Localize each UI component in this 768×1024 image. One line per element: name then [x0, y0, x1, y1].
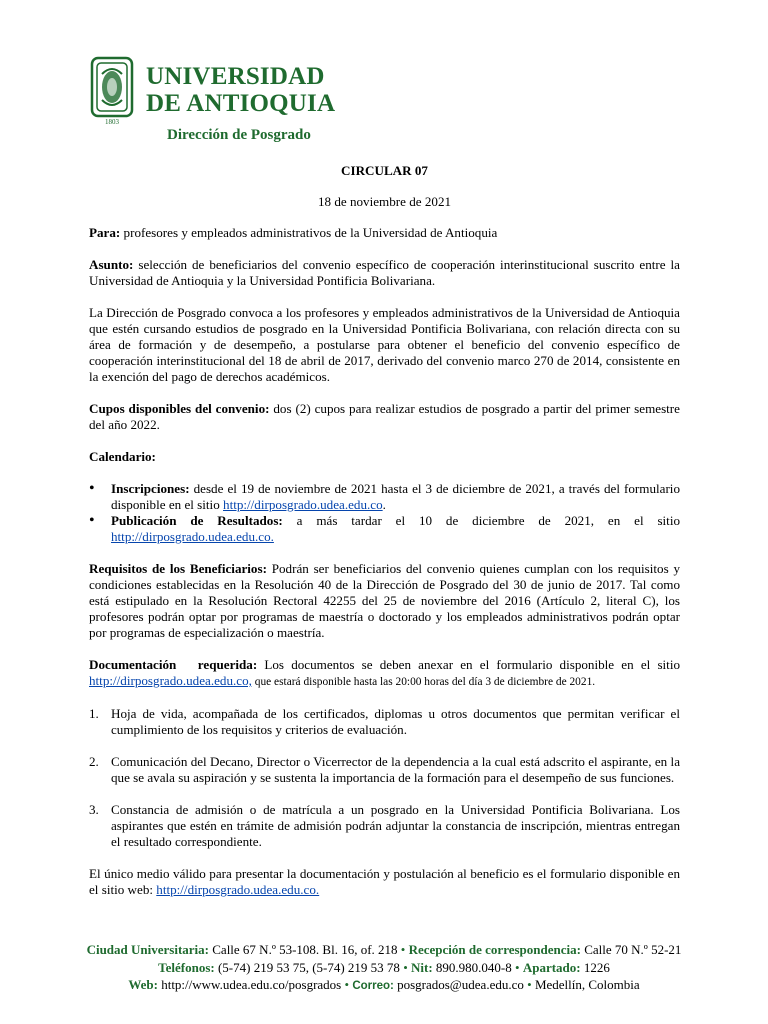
documentacion-small-text: que estará disponible hasta las 20:00 horas del día 3 de diciembre de 2021. — [251, 676, 596, 688]
footer-separator: • — [403, 959, 408, 975]
footer-recepcion-label: Recepción de correspondencia: — [408, 942, 581, 957]
footer-web-label: Web: — [128, 977, 158, 992]
calendar-item-label: Publicación de Resultados: — [111, 513, 283, 528]
calendar-item-after: . — [382, 497, 386, 512]
calendar-item-text: desde el 19 de noviembre de 2021 hasta el 3 de diciembre de 2021, a través del formulario disponible en el sitio — [111, 481, 680, 512]
footer-separator: • — [344, 977, 350, 992]
cupos-label: Cupos disponibles del convenio: — [89, 401, 270, 416]
calendar-item-label: Inscripciones: — [111, 481, 190, 496]
footer-telefonos-text: (5-74) 219 53 75, (5-74) 219 53 78 — [214, 959, 404, 975]
circular-title: CIRCULAR 07 — [341, 163, 428, 178]
dirposgrado-link[interactable]: http://dirposgrado.udea.edu.co, — [89, 673, 252, 688]
footer-telefonos-label: Teléfonos: — [158, 959, 215, 975]
circular-body — [89, 163, 680, 898]
intro-paragraph: La Dirección de Posgrado convoca a los profesores y empleados administrativos de la Universidad de Antioquia que estén cursando estudios de posgrado en la Universidad Pontificia Bolivariana, con relación directa con su área de formación y de desempeño, a postularse para obtener el beneficio del convenio específico de cooperación interinstitucional del 18 de abril de 2017, derivado del convenio marco 270 de 2014, consistente en la exención del pago de derechos académicos. — [89, 305, 680, 384]
seal-year: 1803 — [105, 118, 119, 126]
calendario-heading: Calendario: — [89, 449, 156, 464]
footer-separator: • — [400, 942, 406, 957]
footer-separator: • — [527, 977, 532, 992]
footer-line-address — [40, 941, 728, 959]
footer-ciudad-text: Calle 67 N.º 53-108. Bl. 16, of. 218 — [209, 942, 401, 957]
footer-separator: • — [515, 959, 520, 975]
footer-ciudad-label: Ciudad Universitaria: — [86, 942, 209, 957]
calendar-item-text: a más tardar el 10 de diciembre de 2021, en el sitio — [282, 513, 681, 528]
document-item-text: Hoja de vida, acompañada de los certificados, diplomas u otros documentos que permitan verificar el cumplimiento de los requisitos y criterios de evaluación. — [111, 706, 680, 737]
asunto-text: selección de beneficiarios del convenio específico de cooperación interinstitucional suscrito entre la Universidad de Antioquia y la Universidad Pontificia Bolivariana. — [89, 257, 680, 288]
dirposgrado-link[interactable]: http://dirposgrado.udea.edu.co. — [156, 882, 320, 897]
cupos-paragraph — [89, 401, 680, 433]
calendar-item-inscripciones — [89, 481, 680, 513]
documentacion-text: Los documentos se deben anexar en el formulario disponible en el sitio — [257, 657, 680, 672]
footer-recepcion-text: Calle 70 N.º 52-21 — [580, 942, 682, 957]
footer-line-phones — [40, 959, 728, 977]
para-line — [89, 225, 680, 241]
university-name-line2: DE ANTIOQUIA — [146, 90, 336, 117]
para-text: profesores y empleados administrativos de la Universidad de Antioquia — [120, 225, 498, 240]
footer-nit-label: Nit: — [411, 959, 433, 975]
footer-web-link[interactable]: http://www.udea.edu.co/posgrados — [157, 977, 345, 992]
closing-paragraph — [89, 866, 680, 898]
department-name: Dirección de Posgrado — [167, 127, 311, 143]
footer-correo-label: Correo: — [352, 980, 394, 992]
footer-apartado-text: 1226 — [580, 959, 610, 975]
footer-line-web — [40, 976, 728, 996]
document-item-text: Comunicación del Decano, Director o Vicerrector de la dependencia a la cual está adscrito el aspirante, en la que se avala su aspiración y se sustenta la importancia de la formación para el desempeño de sus funciones. — [111, 754, 680, 785]
document-item-text: Constancia de admisión o de matrícula a un posgrado en la Universidad Pontificia Bolivariana. Los aspirantes que estén en trámite de admisión podrán adjuntar la constancia de inscripción, mientras entregan el resultado correspondiente. — [111, 802, 680, 849]
page-footer — [40, 941, 728, 996]
documentacion-label: Documentación requerida: — [89, 657, 258, 672]
footer-apartado-label: Apartado: — [522, 959, 581, 975]
asunto-paragraph — [89, 257, 680, 289]
requisitos-paragraph — [89, 561, 680, 641]
cupos-text: dos (2) cupos para realizar estudios de posgrado a partir del primer semestre del año 2022. — [89, 401, 680, 432]
dirposgrado-link[interactable]: http://dirposgrado.udea.edu.co — [223, 497, 383, 512]
asunto-label: Asunto: — [89, 257, 134, 272]
university-name-line1: UNIVERSIDAD — [146, 63, 325, 90]
footer-correo-email[interactable]: posgrados@udea.edu.co — [393, 977, 528, 992]
document-item — [89, 754, 680, 786]
para-label: Para: — [89, 225, 121, 240]
footer-city: Medellín, Colombia — [531, 977, 640, 992]
university-seal-logo — [90, 56, 134, 126]
document-item — [89, 706, 680, 738]
calendar-item-publicacion — [89, 513, 680, 545]
requisitos-text: Podrán ser beneficiarios del convenio quienes cumplan con los requisitos y condiciones establecidas en la Resolución 40 de la Dirección de Posgrado del 30 de junio de 2017. Tal como está estipulado en la Resolución Rectoral 42255 del 25 de noviembre del 2016 (Artículo 2, literal C), los profesores podrán optar por programas de maestría o doctorado y los empleados administrativos podrán optar por programas de especialización o maestría. — [89, 561, 680, 640]
documents-list — [89, 706, 680, 850]
document-item — [89, 802, 680, 850]
footer-nit-text: 890.980.040-8 — [432, 959, 516, 975]
document-item-number: 3. — [89, 802, 99, 817]
document-item-number: 2. — [89, 754, 99, 769]
calendar-list — [89, 481, 680, 545]
documentacion-paragraph — [89, 657, 680, 690]
dirposgrado-link[interactable]: http://dirposgrado.udea.edu.co. — [111, 529, 274, 544]
document-item-number: 1. — [89, 706, 99, 721]
circular-date: 18 de noviembre de 2021 — [317, 194, 452, 209]
requisitos-label: Requisitos de los Beneficiarios: — [89, 561, 267, 576]
closing-text: El único medio válido para presentar la documentación y postulación al beneficio es el formulario disponible en el sitio web: — [89, 866, 680, 897]
